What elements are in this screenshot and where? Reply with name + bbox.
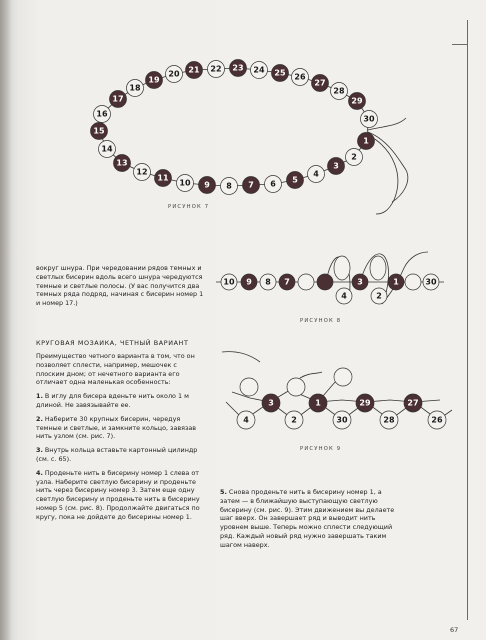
fig7-bead-3 bbox=[328, 158, 345, 175]
step-2 bbox=[36, 415, 206, 441]
fig7-bead-14 bbox=[99, 141, 116, 158]
step-text: Проденьте нить в бисерину номер 1 слева от узла. Наберите светлую бисерину и проденьте нить через бисерину номер 3. Затем еще одну светлую бисерину и проденьте нить в бисерину номер 5 (см. рис. 8). Продолжайте двигаться по кругу, пока не дойдете до бисерины номер 1. bbox=[36, 468, 200, 521]
fig7-bead-26 bbox=[292, 69, 309, 86]
fig8-caption: РИСУНОК 8 bbox=[300, 318, 342, 324]
fig8-bead-2 bbox=[371, 288, 387, 304]
fig9-bead-27 bbox=[404, 394, 422, 412]
step-number: 2. bbox=[36, 414, 43, 423]
section-intro-text: Преимущество четного варианта в том, что он позволяет сплести, например, мешочек с плоским дном; от нечетного варианта его отличает одна маленькая особенность: bbox=[36, 352, 195, 387]
svg-text:18: 18 bbox=[129, 83, 141, 93]
fig9-bead-30 bbox=[333, 411, 351, 429]
svg-text:2: 2 bbox=[351, 152, 357, 162]
svg-text:3: 3 bbox=[357, 277, 363, 287]
fig9-bead-top bbox=[287, 378, 305, 396]
svg-text:9: 9 bbox=[204, 180, 210, 190]
step-number: 1. bbox=[36, 392, 43, 401]
fig7-bead-4 bbox=[308, 166, 325, 183]
fig7-bead-15 bbox=[91, 123, 108, 140]
fig8-bead-plain bbox=[405, 274, 421, 290]
fig9-bead-2 bbox=[285, 411, 303, 429]
svg-text:26: 26 bbox=[431, 415, 443, 425]
svg-text:2: 2 bbox=[291, 415, 297, 425]
svg-text:29: 29 bbox=[351, 96, 363, 106]
fig9-bead-top bbox=[240, 378, 258, 396]
step-text: Наберите 30 крупных бисерин, чередуя темные и светлые, и замкните кольцо, завязав нить узлом (см. рис. 7). bbox=[36, 414, 197, 441]
svg-text:27: 27 bbox=[407, 398, 419, 408]
fig7-bead-24 bbox=[251, 62, 268, 79]
fig9-thread-step-b bbox=[300, 372, 322, 378]
svg-text:3: 3 bbox=[268, 398, 274, 408]
svg-text:21: 21 bbox=[188, 65, 200, 75]
svg-text:1: 1 bbox=[393, 277, 399, 287]
fig9-thread-lead bbox=[222, 352, 260, 362]
svg-text:12: 12 bbox=[136, 167, 148, 177]
svg-text:28: 28 bbox=[333, 86, 345, 96]
fig7-bead-13 bbox=[114, 155, 131, 172]
fig8-bead-7 bbox=[279, 274, 295, 290]
step-text: В иглу для бисера вденьте нить около 1 м длиной. Не завязывайте ее. bbox=[36, 392, 189, 409]
svg-text:8: 8 bbox=[265, 277, 271, 287]
fig7-bead-20 bbox=[166, 66, 183, 83]
svg-text:22: 22 bbox=[210, 64, 222, 74]
svg-text:7: 7 bbox=[248, 180, 254, 190]
svg-text:29: 29 bbox=[359, 398, 371, 408]
fig9-caption: РИСУНОК 9 bbox=[300, 446, 342, 452]
fig7-bead-12 bbox=[134, 164, 151, 181]
fig7-bead-1 bbox=[358, 133, 375, 150]
svg-text:5: 5 bbox=[292, 175, 298, 185]
svg-text:15: 15 bbox=[93, 126, 105, 136]
fig8-bead-raised bbox=[334, 256, 350, 280]
fig7-caption: РИСУНОК 7 bbox=[168, 204, 210, 210]
fig8-bead-30 bbox=[423, 274, 439, 290]
fig9-bead-28 bbox=[380, 411, 398, 429]
svg-text:2: 2 bbox=[376, 291, 382, 301]
svg-text:13: 13 bbox=[116, 158, 128, 168]
svg-text:16: 16 bbox=[96, 109, 108, 119]
step-text: Снова проденьте нить в бисерину номер 1, а затем — в ближайшую выступающую светлую бисерину (см. рис. 9). Этим движением вы делаете шаг вверх. Он завершает ряд и выводит нить уровнем выше. Теперь можно сплести следующий ряд. Каждый новый ряд нужно завершать таким шагом наверх. bbox=[220, 488, 395, 549]
svg-text:6: 6 bbox=[270, 179, 276, 189]
svg-text:30: 30 bbox=[363, 114, 375, 124]
fig8-bead-10 bbox=[221, 274, 237, 290]
svg-text:19: 19 bbox=[148, 75, 160, 85]
svg-text:10: 10 bbox=[223, 277, 235, 287]
step-4 bbox=[36, 469, 206, 522]
fig8-bead-4 bbox=[336, 288, 352, 304]
fig7-bead-28 bbox=[331, 83, 348, 100]
step-number: 4. bbox=[36, 468, 43, 477]
svg-text:1: 1 bbox=[363, 136, 369, 146]
svg-text:7: 7 bbox=[284, 277, 290, 287]
fig9-bead-4 bbox=[237, 411, 255, 429]
fig7-bead-30 bbox=[361, 111, 378, 128]
section-heading: КРУГОВАЯ МОЗАИКА, ЧЕТНЫЙ ВАРИАНТ bbox=[36, 339, 189, 347]
fig7-bead-ring bbox=[91, 60, 378, 195]
fig8-bead-raised bbox=[370, 256, 386, 280]
fig7-bead-21 bbox=[186, 62, 203, 79]
fig8-bead-1 bbox=[388, 274, 404, 290]
fig7-bead-2 bbox=[346, 149, 363, 166]
fig7-bead-23 bbox=[230, 60, 247, 77]
svg-text:4: 4 bbox=[243, 415, 249, 425]
svg-text:17: 17 bbox=[112, 94, 124, 104]
fig7-bead-27 bbox=[312, 75, 329, 92]
svg-text:27: 27 bbox=[314, 78, 326, 88]
svg-text:9: 9 bbox=[246, 277, 252, 287]
svg-text:11: 11 bbox=[157, 173, 169, 183]
fig7-bead-25 bbox=[272, 65, 289, 82]
svg-text:1: 1 bbox=[315, 398, 321, 408]
page-number: 67 bbox=[450, 626, 459, 634]
fig9-bead-3 bbox=[262, 394, 280, 412]
fig7-bead-17 bbox=[110, 91, 127, 108]
section-intro bbox=[36, 352, 206, 527]
svg-text:10: 10 bbox=[179, 178, 191, 188]
svg-text:24: 24 bbox=[253, 65, 265, 75]
fig7-bead-19 bbox=[146, 72, 163, 89]
fig7-bead-5 bbox=[287, 172, 304, 189]
svg-text:20: 20 bbox=[168, 69, 180, 79]
svg-text:4: 4 bbox=[341, 291, 347, 301]
svg-text:30: 30 bbox=[336, 415, 348, 425]
fig9-bead-29 bbox=[356, 394, 374, 412]
svg-text:3: 3 bbox=[333, 161, 339, 171]
fig8-bead-3 bbox=[352, 274, 368, 290]
step-5 bbox=[220, 488, 398, 550]
fig7-bead-16 bbox=[94, 106, 111, 123]
step-1 bbox=[36, 392, 206, 410]
fig7-bead-6 bbox=[265, 176, 282, 193]
fig8-bead-9 bbox=[241, 274, 257, 290]
fig7-bead-7 bbox=[243, 177, 260, 194]
svg-text:8: 8 bbox=[226, 181, 232, 191]
fig7-bead-22 bbox=[208, 61, 225, 78]
fig7-bead-18 bbox=[127, 80, 144, 97]
svg-text:14: 14 bbox=[101, 144, 113, 154]
svg-text:30: 30 bbox=[425, 277, 437, 287]
fig8-bead-plain bbox=[298, 274, 314, 290]
fig9-bead-1 bbox=[309, 394, 327, 412]
svg-text:4: 4 bbox=[313, 169, 319, 179]
svg-text:28: 28 bbox=[383, 415, 395, 425]
fig7-bead-8 bbox=[221, 178, 238, 195]
svg-text:23: 23 bbox=[232, 63, 244, 73]
fig9-bead-top bbox=[334, 368, 352, 386]
fig7-bead-10 bbox=[177, 175, 194, 192]
step-number: 5. bbox=[220, 488, 227, 496]
svg-text:25: 25 bbox=[274, 68, 286, 78]
steps-list-right bbox=[220, 488, 398, 555]
fig7-bead-29 bbox=[349, 93, 366, 110]
intro-paragraph: вокруг шнура. При чередовании рядов темных и светлых бисерин вдоль всего шнура чередуются темные и светлые полосы. (У вас получится два темных ряда подряд, начиная с бисерин номер 1 и номер 17.) bbox=[36, 264, 204, 308]
fig8-bead-8 bbox=[260, 274, 276, 290]
step-number: 3. bbox=[36, 446, 43, 455]
fig8-bead-plain bbox=[317, 274, 333, 290]
fig7-thread bbox=[368, 118, 408, 214]
step-text: Внутрь кольца вставьте картонный цилиндр (см. с. 65). bbox=[36, 446, 198, 463]
fig8-diagram bbox=[216, 252, 444, 304]
fig9-diagram bbox=[222, 352, 452, 429]
fig9-bead-26 bbox=[428, 411, 446, 429]
steps-list-left bbox=[36, 392, 206, 521]
svg-text:26: 26 bbox=[294, 72, 306, 82]
fig7-bead-9 bbox=[199, 177, 216, 194]
step-3 bbox=[36, 446, 206, 464]
fig7-bead-11 bbox=[155, 170, 172, 187]
